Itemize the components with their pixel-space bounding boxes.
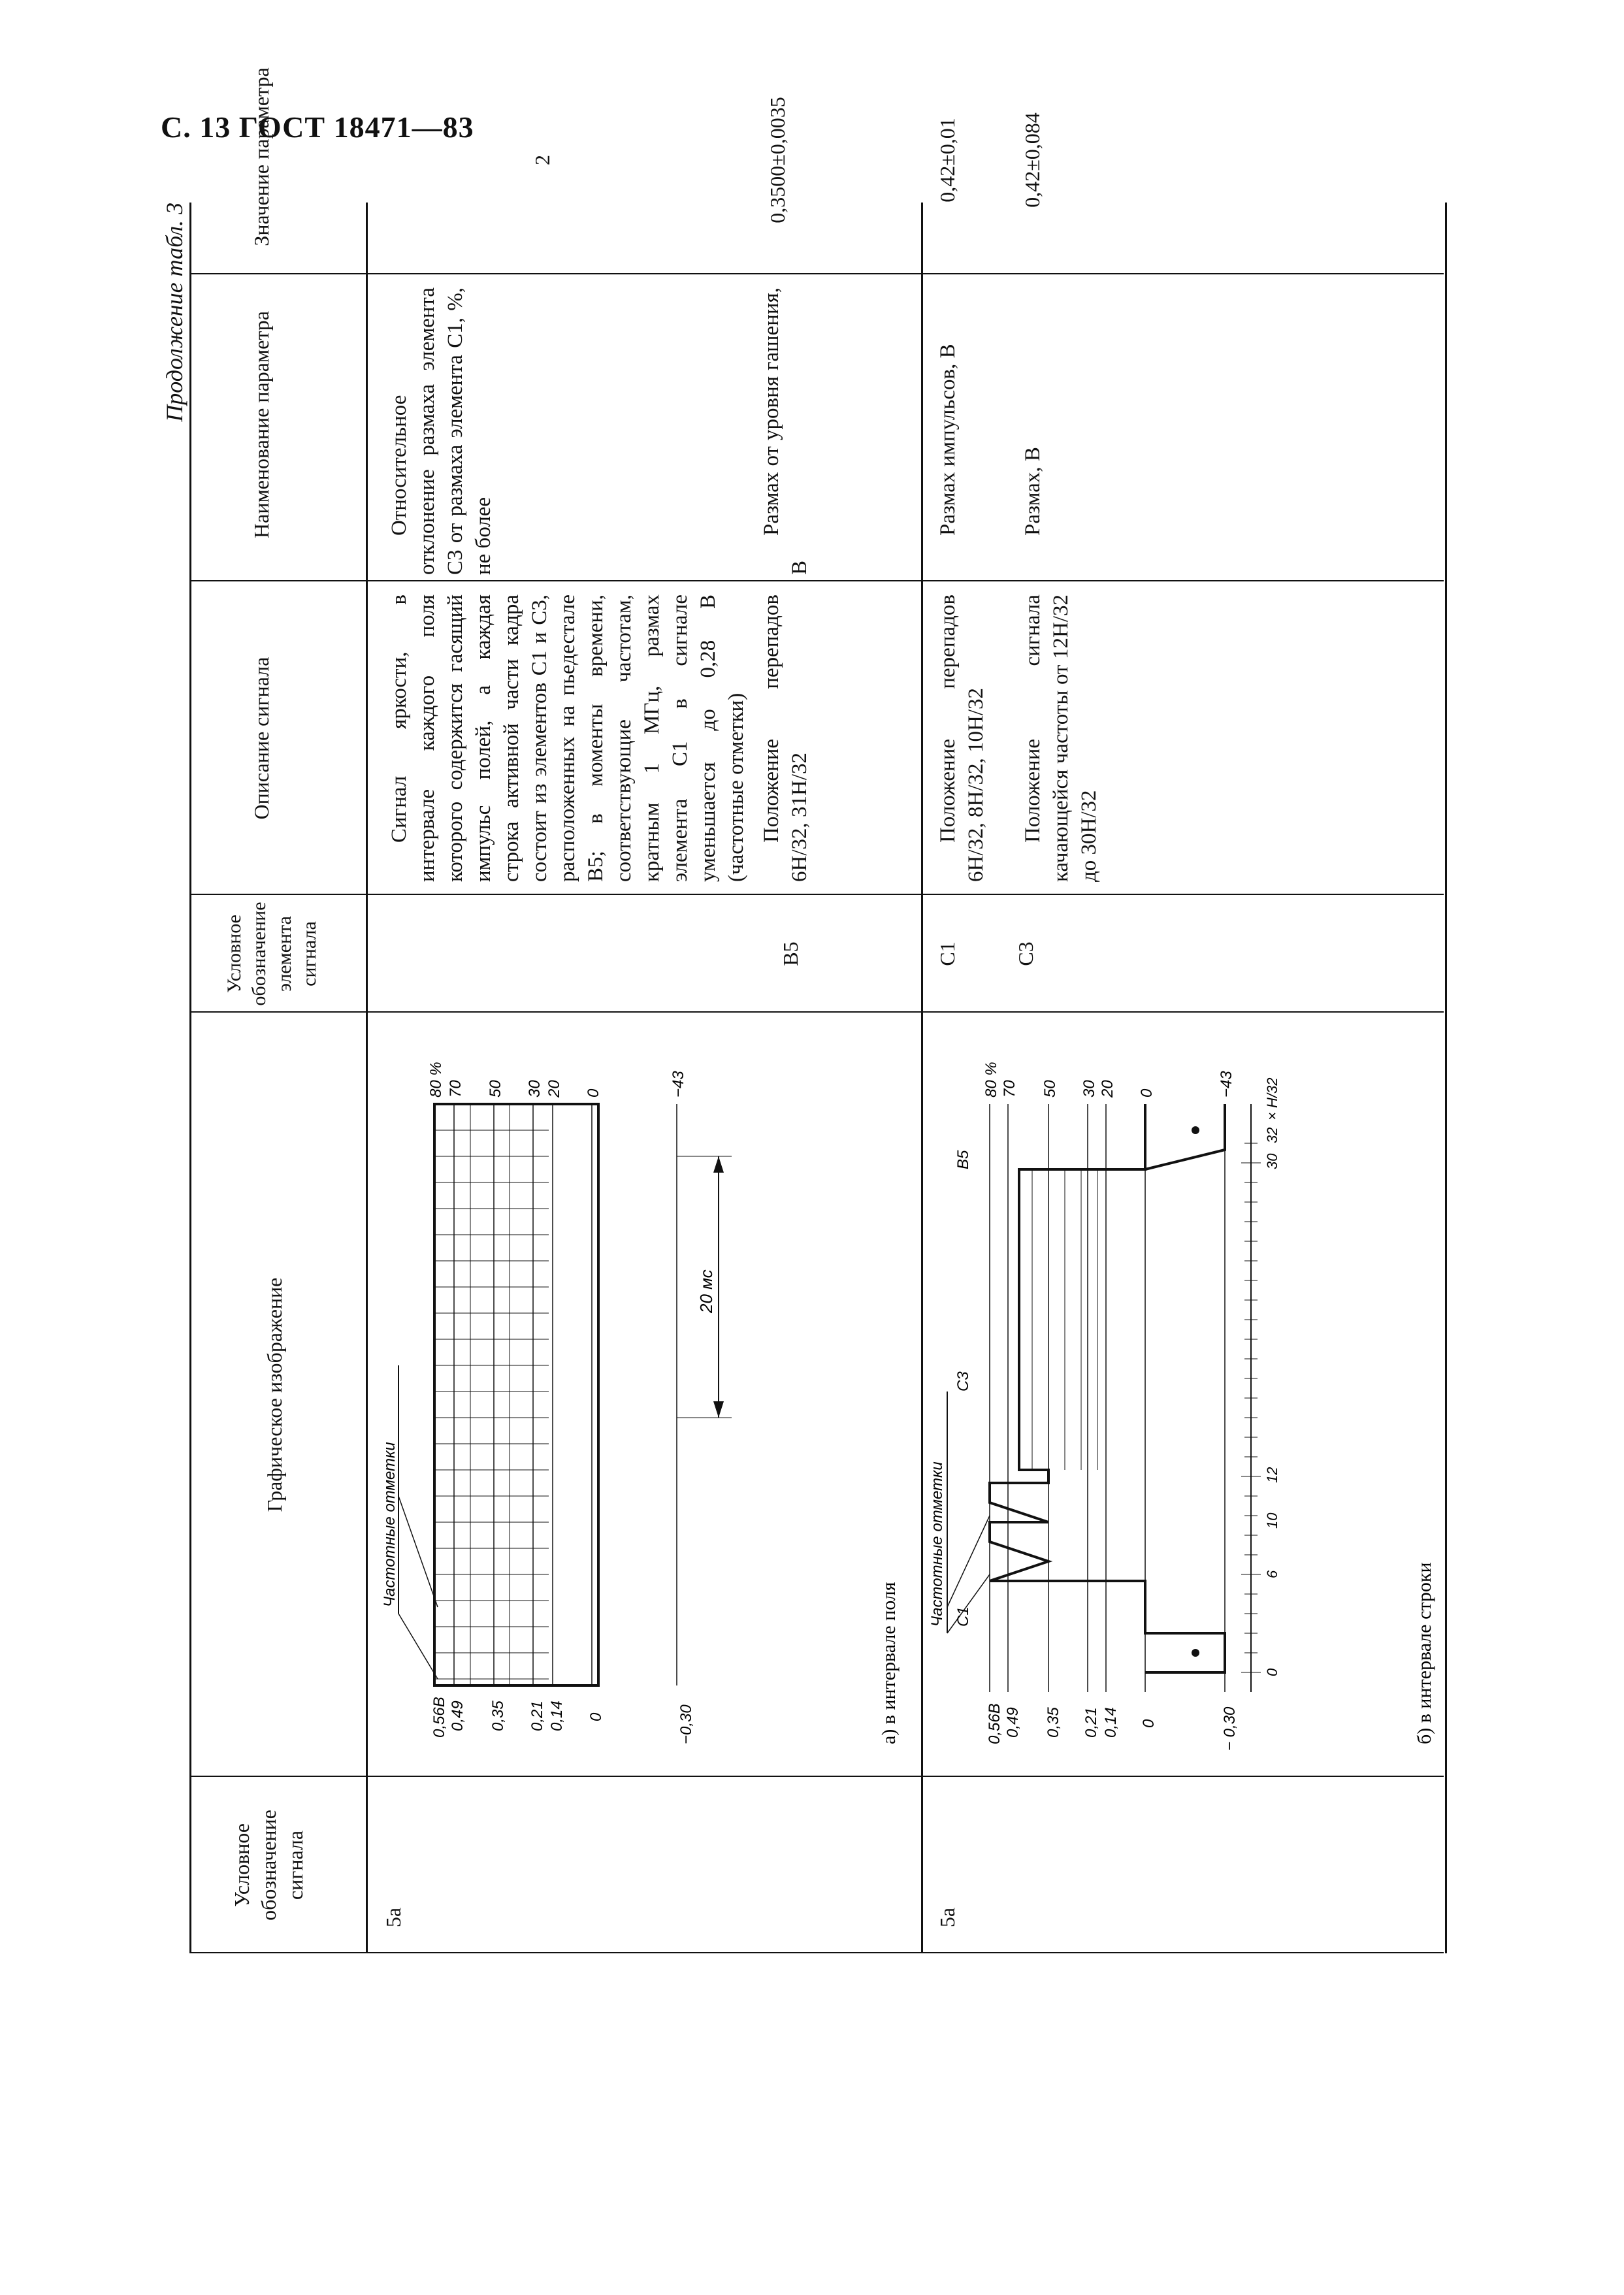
heading-element-designation: Условное обозначение элемента сигнала [223,902,321,1006]
row2-point [1192,1649,1199,1657]
row1b-param-name-text: Размах от уровня гашения, В [760,287,811,575]
row1b-param-value: 0,3500±0,0035 [766,97,789,223]
row2-caption: б) в интервале строки [1414,1562,1435,1744]
row2-label-b5: В5 [954,1150,972,1169]
left-tick: 0,56В [430,1697,448,1738]
right-tick: 20 [1099,1080,1116,1098]
row1b-description [758,594,814,882]
heading-signal-description: Описание сигнала [250,657,273,820]
row2-left-ticks [986,1703,1239,1751]
time-tick: 12 [1264,1467,1280,1483]
right-tick: 50 [1041,1080,1059,1098]
col-divider-1 [189,1776,1444,1777]
page-header: С. 13 ГОСТ 18471—83 [161,110,474,144]
col-divider-2 [189,1011,1444,1013]
left-tick: 0,21 [528,1701,546,1731]
heading-graphic: Графическое изображение [263,1277,286,1512]
row1-signal-envelope [434,1104,592,1685]
row2-label-c3: С3 [954,1371,972,1392]
row1-duration-label: 20 мс [696,1269,716,1313]
row1-frequency-marks-callout [381,1365,438,1679]
row1-grid [434,1104,677,1685]
row2-time-axis [1241,1104,1261,1692]
left-tick: 0,49 [1004,1707,1022,1738]
row1-duration-dimension [677,1156,732,1418]
row2a-description [934,594,990,882]
row2-sync-tail [1145,1104,1225,1169]
row2b-param-name-text: Размах, В [1021,447,1045,536]
heading-signal-designation: Условное обозначение сигнала [230,1810,307,1921]
row2-signal-code: 5а [935,1907,959,1928]
table-continuation-label: Продолжение табл. 3 [161,203,187,422]
row1-param-value: 2 [530,155,554,165]
row2a-element: С1 [935,941,959,966]
left-tick: 0,14 [548,1701,566,1731]
header-separator [366,203,368,1953]
right-tick: 0 [585,1088,602,1098]
row2b-param-value: 0,42±0,084 [1020,112,1044,208]
row1-field-waveform [379,1026,915,1757]
row2b-description [1019,594,1103,882]
row2-signal-polyline [990,1104,1225,1672]
right-tick: 30 [1080,1080,1098,1098]
row2-grid [990,1104,1225,1692]
col-divider-5 [189,273,1444,274]
row2b-description-text: Положение сигнала качающейся частоты от 12Н/32 до 30Н/32 [1021,594,1101,882]
row2a-param-name [934,287,962,575]
row1-param-name-text: Относительное отклонение размаха элемента С3 от размаха элемента С1, %, не более [387,287,495,575]
row2-label-c1: С1 [954,1606,972,1627]
col-divider-4 [189,580,1444,581]
row1-param-name [385,287,498,575]
table-left-border [189,1952,1444,1953]
row2a-param-value: 0,42±0,01 [935,118,959,203]
time-tick: 30 [1264,1153,1280,1169]
right-tick: 20 [545,1080,563,1098]
row1-blanking-pulse [592,1104,598,1685]
row2-right-ticks [983,1062,1235,1098]
left-tick: 0 [587,1712,605,1721]
row1-signal-code: 5а [382,1907,405,1928]
row2-time-labels [1264,1078,1280,1676]
left-tick: 0 [1140,1719,1158,1728]
time-tick: 32 [1264,1127,1280,1143]
time-tick: 6 [1264,1570,1280,1578]
row2-marks-callout [928,1150,990,1633]
row2a-description-text: Положение перепадов 6Н/32, 8Н/32, 10Н/32 [936,594,988,882]
time-tick: 0 [1264,1668,1280,1676]
right-tick: 30 [526,1080,544,1098]
right-tick: −43 [670,1071,687,1098]
right-tick: 80 % [427,1062,445,1098]
row1-left-ticks [430,1697,695,1744]
row1b-description-text: Положение перепадов 6Н/32, 31Н/32 [760,594,811,882]
row2-point [1192,1126,1199,1134]
row1b-element: В5 [779,941,802,966]
right-tick: 50 [487,1080,504,1098]
row2-marks-label: Частотные отметки [928,1461,946,1627]
left-tick: 0,35 [1045,1707,1062,1738]
row1-description-text: Сигнал яркости, в интервале каждого поля которого содержится гасящий импульс полей, а каждая строка активной части кадра состоит из элементов С1 и С3, расположенных на пьедестале В5; в моменты времени, соответствующие частотам, кратным 1 МГц, размах элемента С1 в сигнале уменьшается до 0,28 В (частотные отметки) [387,594,748,882]
row1-caption: а) в интервале поля [878,1582,900,1744]
row1-description [385,594,751,882]
left-tick: 0,35 [489,1701,507,1731]
right-tick: 80 % [983,1062,1000,1098]
left-tick: 0,56В [986,1703,1003,1744]
right-tick: 0 [1138,1088,1156,1098]
row2b-param-name [1019,287,1047,575]
left-tick: −0,30 [677,1704,695,1744]
table-top-border [189,203,191,1953]
table-bottom-border [1445,203,1447,1953]
row2a-param-name-text: Размах импульсов, В [936,344,960,536]
row1-marks-label: Частотные отметки [381,1442,398,1607]
row2-line-waveform [928,1026,1444,1757]
heading-param-value: Значение параметра [250,67,273,246]
left-tick: 0,49 [449,1701,466,1731]
time-tick: 10 [1264,1512,1280,1529]
right-tick: 70 [447,1080,464,1098]
col-divider-3 [189,894,1444,895]
left-tick: 0,21 [1082,1707,1100,1738]
row-separator [921,203,923,1953]
left-tick: − 0,30 [1221,1706,1239,1751]
left-tick: 0,14 [1102,1707,1120,1738]
row2b-element: С3 [1014,941,1037,966]
time-tick: × H/32 [1264,1077,1280,1120]
right-tick: −43 [1218,1071,1235,1098]
row1-right-ticks [427,1062,687,1098]
row1b-param-name [758,287,814,575]
right-tick: 70 [1001,1080,1018,1098]
row1-pulse-hatching [435,1104,549,1685]
heading-param-name: Наименование параметра [250,311,273,538]
